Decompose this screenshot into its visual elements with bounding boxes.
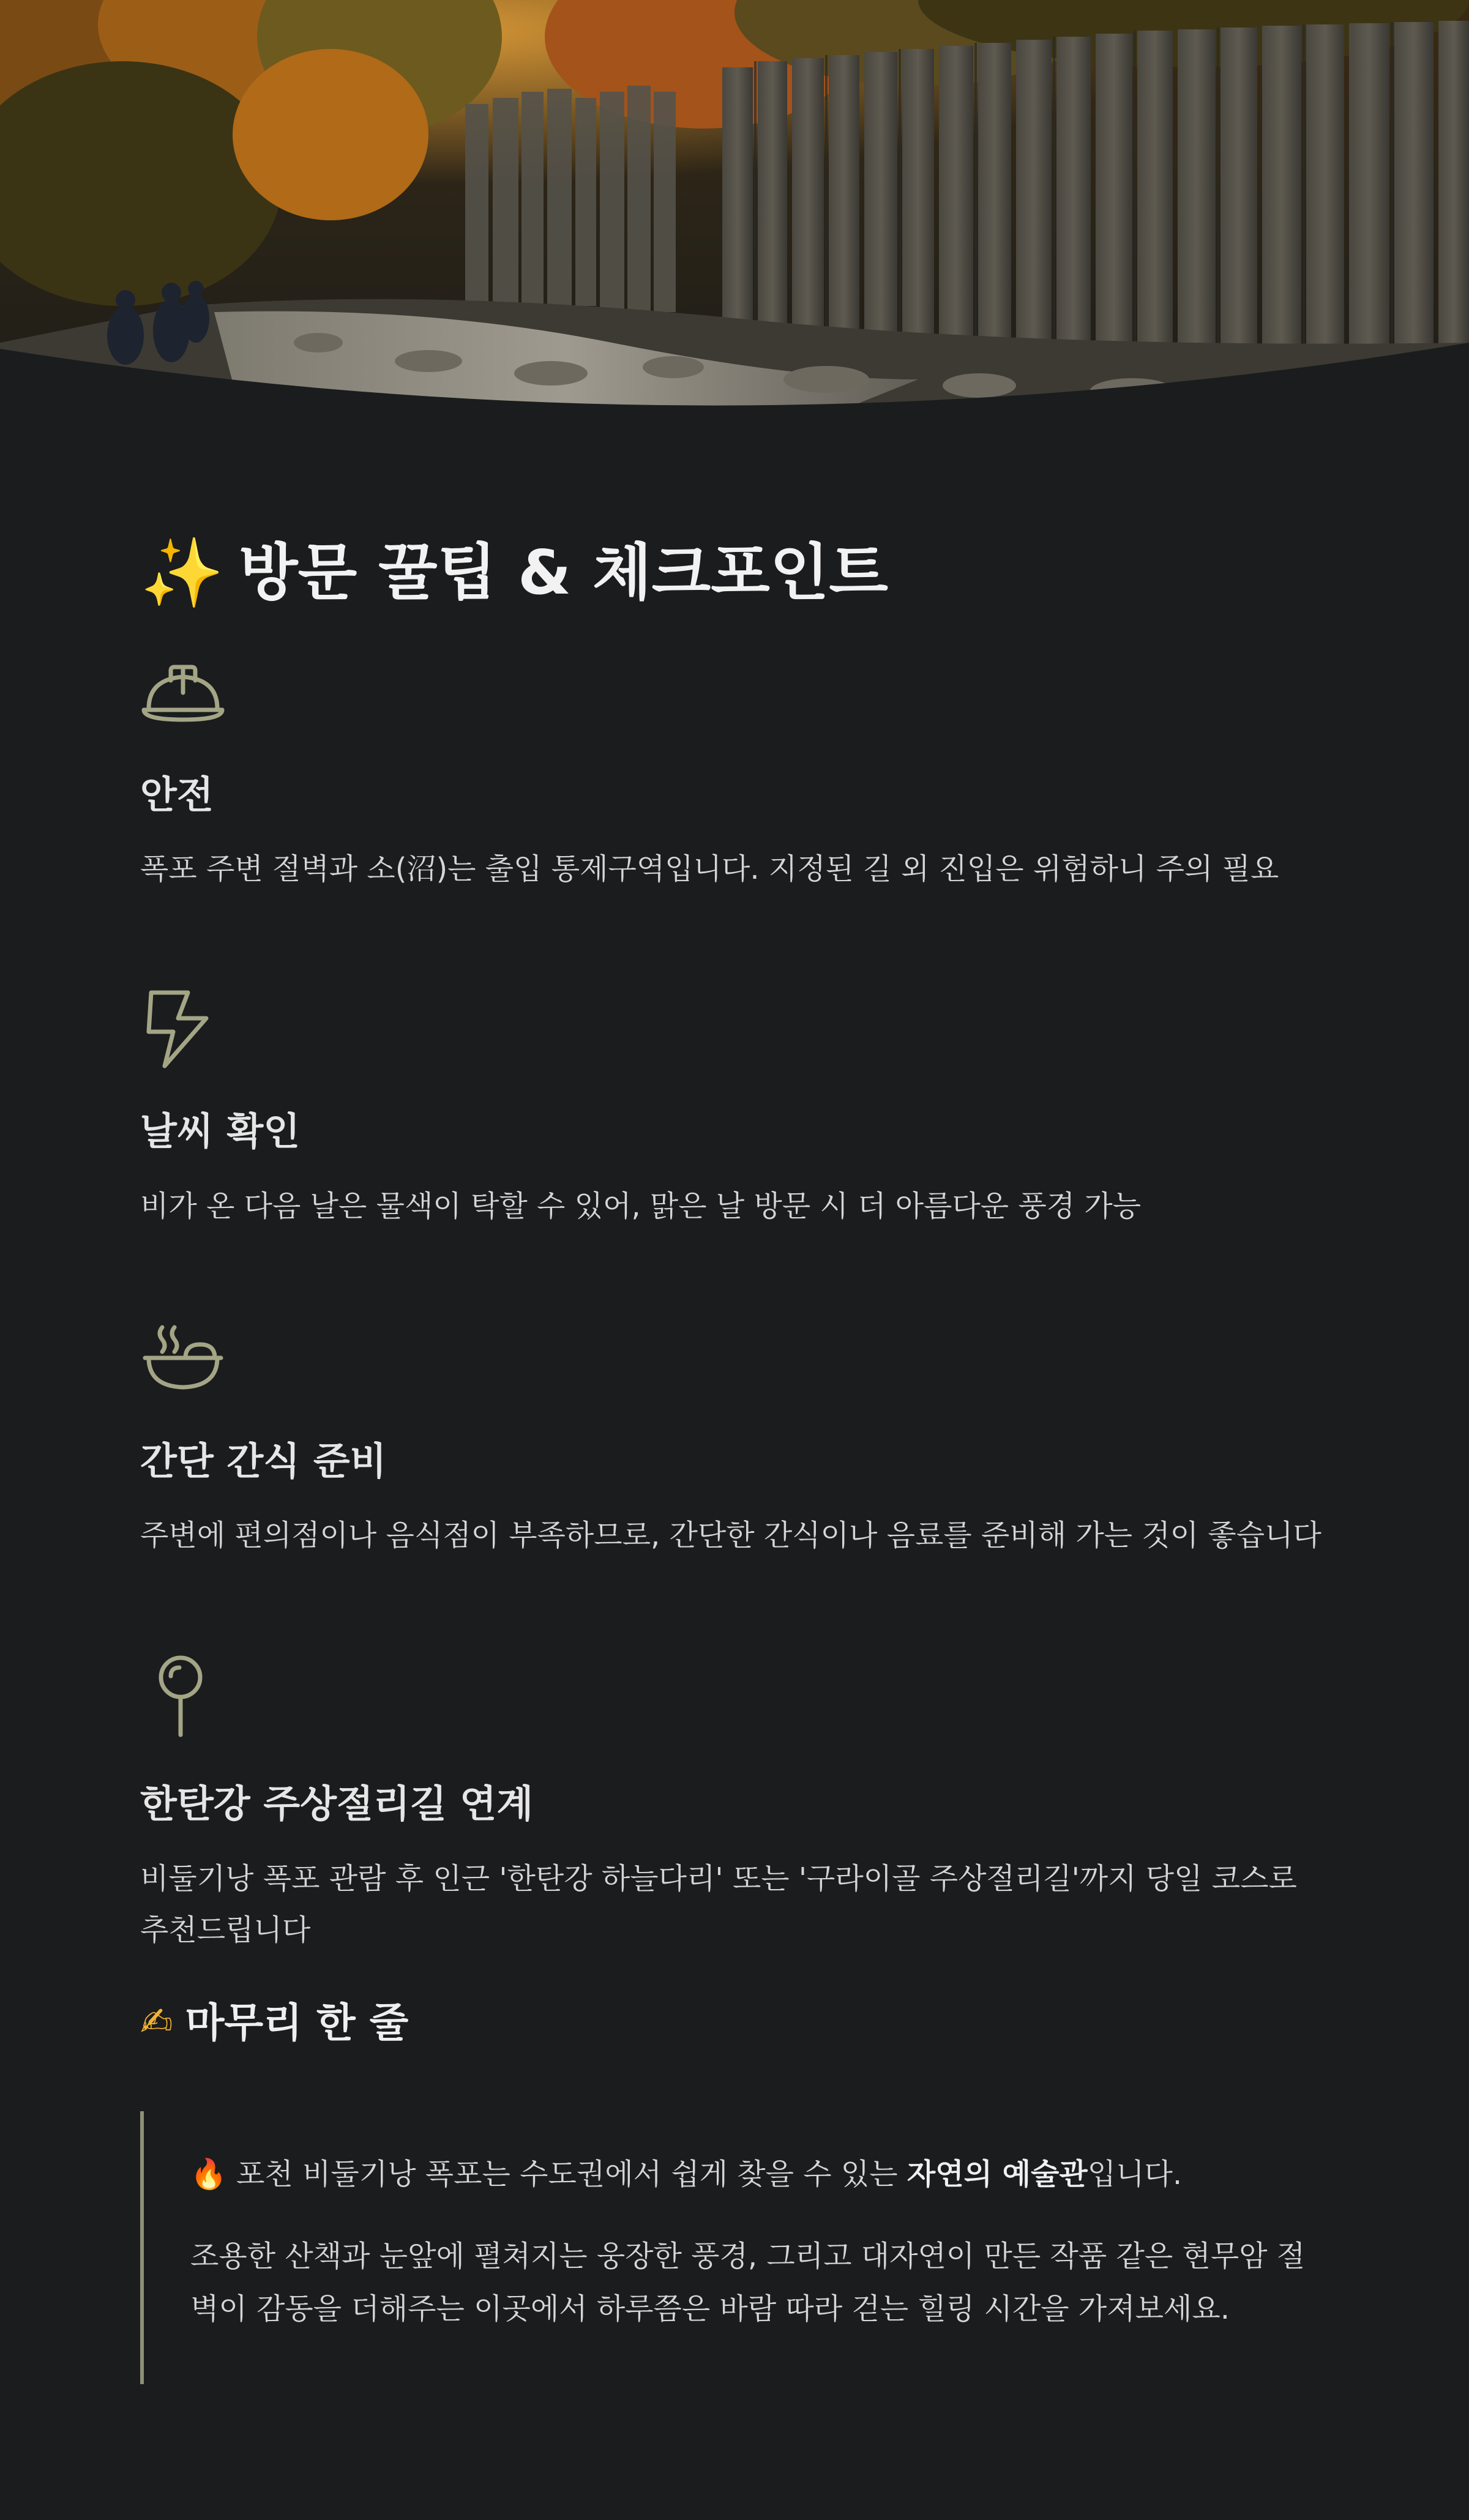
closing-line-1-prefix: 포천 비둘기낭 폭포는 수도권에서 쉽게 찾을 수 있는 [236, 2157, 907, 2191]
fire-icon: 🔥 [190, 2157, 227, 2191]
tip-weather [140, 986, 1329, 1231]
tip-title: 간단 간식 준비 [140, 1438, 387, 1483]
section-title-text: 방문 꿀팁 & 체크포인트 [238, 537, 889, 608]
tip-description: 주변에 편의점이나 음식점이 부족하므로, 간단한 간식이나 음료를 준비해 가는 것이 좋습니다 [140, 1518, 1321, 1553]
closing-line-1 [190, 2148, 1329, 2201]
steaming-bowl-icon [140, 1322, 226, 1396]
tip-description: 비둘기낭 폭포 관람 후 인근 '한탄강 하늘다리' 또는 '구라이골 주상절리길'까지 당일 코스로 추천드립니다 [140, 1861, 1297, 1947]
tip-title: 날씨 확인 [140, 1109, 301, 1154]
tip-snacks [140, 1322, 1329, 1561]
hero-image [0, 0, 1469, 428]
tip-title: 안전 [140, 772, 214, 817]
tips-section [0, 532, 1469, 2384]
section-title [140, 532, 1329, 613]
canyon-landscape-image [0, 0, 1469, 428]
tip-safety [140, 656, 1329, 895]
closing-line-2: 조용한 산책과 눈앞에 펼쳐지는 웅장한 풍경, 그리고 대자연이 만든 작품 같은 현무암 절벽이 감동을 더해주는 이곳에서 하루쯤은 바람 따라 걷는 힐링 시간을 가져보세요. [190, 2239, 1306, 2326]
map-pin-icon [140, 1654, 226, 1740]
closing-line-1-bold: 자연의 예술관 [906, 2157, 1088, 2191]
closing-quote [140, 2111, 1329, 2384]
tip-hantan-route [140, 1654, 1329, 1955]
tip-description: 폭포 주변 절벽과 소(沼)는 출입 통제구역입니다. 지정된 길 외 진입은 위험하니 주의 필요 [140, 852, 1279, 887]
tip-description: 비가 온 다음 날은 물색이 탁할 수 있어, 맑은 날 방문 시 더 아름다운 풍경 가능 [140, 1188, 1142, 1223]
hard-hat-icon [140, 656, 226, 729]
tip-title: 한탄강 주상절리길 연계 [140, 1781, 534, 1827]
sparkles-icon: ✨ [140, 534, 224, 612]
closing-line-1-suffix: 입니다. [1087, 2157, 1183, 2191]
closing-title-text: 마무리 한 줄 [185, 1999, 409, 2046]
closing-title [140, 1999, 1329, 2047]
writing-hand-icon: ✍ [140, 1999, 173, 2045]
lightning-icon [140, 986, 226, 1072]
